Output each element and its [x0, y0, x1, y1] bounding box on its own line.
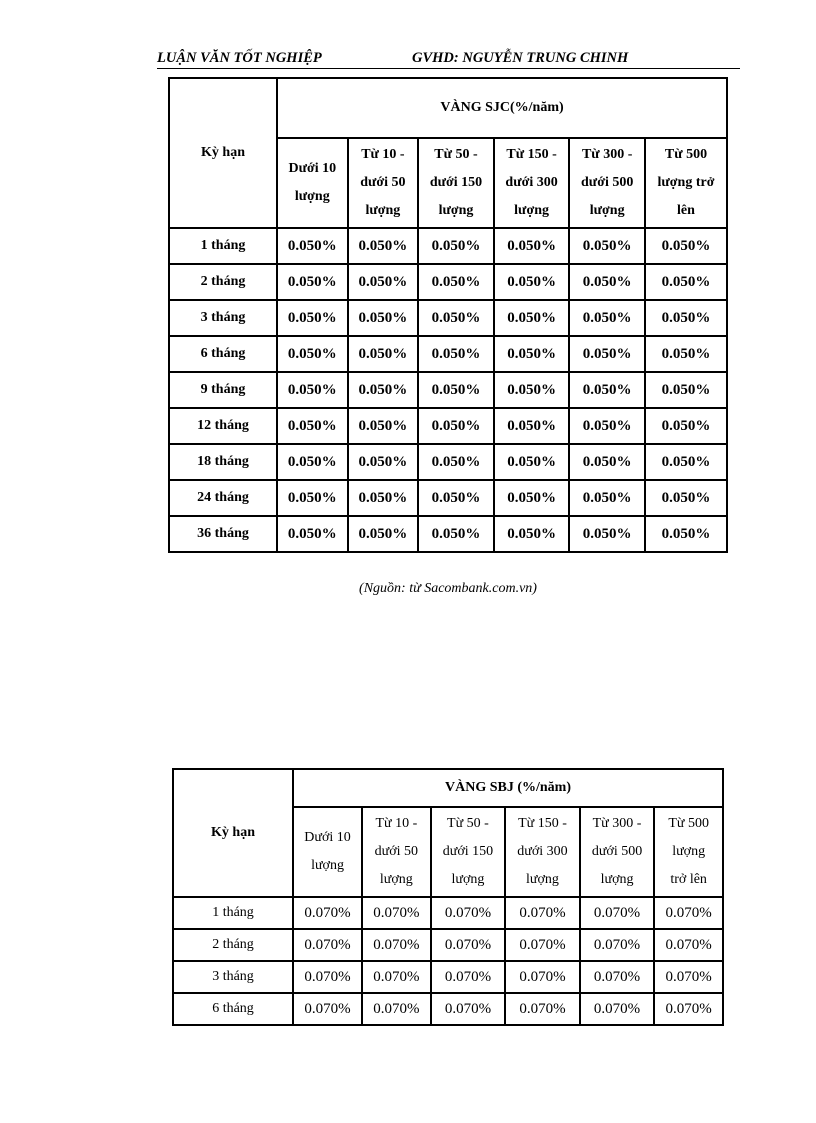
column-header — [348, 138, 419, 228]
column-header-line: Từ 300 - — [581, 147, 633, 162]
sbj-rate-table — [172, 768, 724, 1026]
rate-cell: 0.070% — [505, 897, 580, 929]
term-header: Kỳ hạn — [173, 769, 293, 897]
rate-cell: 0.050% — [645, 480, 727, 516]
rate-cell: 0.050% — [569, 264, 645, 300]
column-header-line: lượng — [311, 858, 344, 873]
rate-cell: 0.050% — [494, 444, 570, 480]
column-header — [580, 807, 655, 897]
column-header-line: trở lên — [670, 872, 707, 887]
rate-cell: 0.070% — [505, 993, 580, 1025]
rate-cell: 0.070% — [362, 929, 431, 961]
column-header — [505, 807, 580, 897]
table-row — [173, 961, 723, 993]
table-row — [169, 408, 727, 444]
term-cell: 9 tháng — [169, 372, 277, 408]
column-header-line: lượng — [294, 189, 330, 204]
rate-cell: 0.070% — [580, 961, 655, 993]
rate-cell: 0.050% — [645, 336, 727, 372]
rate-cell: 0.050% — [645, 444, 727, 480]
rate-cell: 0.050% — [418, 444, 494, 480]
rate-cell: 0.070% — [431, 993, 506, 1025]
rate-cell: 0.070% — [580, 929, 655, 961]
rate-cell: 0.050% — [277, 336, 348, 372]
column-header-line: dưới 150 — [429, 175, 483, 190]
rate-cell: 0.050% — [277, 228, 348, 264]
rate-cell: 0.050% — [418, 516, 494, 552]
rate-cell: 0.050% — [418, 480, 494, 516]
rate-cell: 0.050% — [348, 516, 419, 552]
rate-cell: 0.050% — [348, 372, 419, 408]
column-header-line: lượng — [589, 203, 625, 218]
column-header-line: dưới 300 — [517, 844, 568, 859]
term-cell: 18 tháng — [169, 444, 277, 480]
table-row — [169, 264, 727, 300]
column-header-line: Từ 300 - — [592, 816, 642, 831]
rate-cell: 0.050% — [277, 372, 348, 408]
rate-cell: 0.050% — [645, 516, 727, 552]
rate-cell: 0.050% — [645, 264, 727, 300]
column-header-line: Từ 10 - — [361, 147, 405, 162]
table-row — [173, 993, 723, 1025]
rate-cell: 0.050% — [569, 300, 645, 336]
column-header-line: dưới 150 — [442, 844, 494, 859]
thesis-label: LUẬN VĂN TỐT NGHIỆP — [157, 50, 322, 66]
term-cell: 2 tháng — [173, 929, 293, 961]
rate-cell: 0.050% — [418, 228, 494, 264]
table-row — [169, 336, 727, 372]
table-row — [169, 480, 727, 516]
column-header-line: dưới 500 — [581, 175, 634, 190]
column-header-line: lượng — [672, 844, 706, 859]
rate-cell: 0.070% — [293, 929, 362, 961]
rate-cell: 0.070% — [431, 897, 506, 929]
column-header — [569, 138, 645, 228]
rate-cell: 0.050% — [645, 372, 727, 408]
column-header-line: Từ 500 — [668, 816, 709, 831]
rate-cell: 0.050% — [569, 516, 645, 552]
column-header-line: Dưới 10 — [304, 830, 351, 845]
column-header-line: dưới 500 — [591, 844, 643, 859]
rate-cell: 0.050% — [645, 408, 727, 444]
rate-cell: 0.050% — [348, 300, 419, 336]
column-header-line: lượng — [451, 872, 485, 887]
rate-cell: 0.070% — [293, 897, 362, 929]
column-header — [494, 138, 570, 228]
column-header-line: lượng — [526, 872, 559, 887]
column-header-line: dưới 50 — [374, 844, 419, 859]
table-row — [173, 929, 723, 961]
term-cell: 12 tháng — [169, 408, 277, 444]
rate-cell: 0.070% — [654, 993, 723, 1025]
column-header — [418, 138, 494, 228]
column-header-line: Từ 50 - — [434, 147, 478, 162]
column-header-line: Từ 500 — [664, 147, 708, 162]
rate-cell: 0.070% — [431, 961, 506, 993]
column-header-line: lượng — [438, 203, 474, 218]
table-row — [169, 300, 727, 336]
term-cell: 24 tháng — [169, 480, 277, 516]
rate-cell: 0.070% — [505, 961, 580, 993]
table-title: VÀNG SBJ (%/năm) — [293, 769, 723, 807]
rate-cell: 0.050% — [569, 372, 645, 408]
rate-cell: 0.050% — [348, 408, 419, 444]
source-note: (Nguồn: từ Sacombank.com.vn) — [359, 581, 537, 596]
column-header — [431, 807, 506, 897]
table-row — [173, 897, 723, 929]
column-header — [277, 138, 348, 228]
rate-cell: 0.070% — [362, 897, 431, 929]
column-header-line: lượng — [600, 872, 634, 887]
rate-cell: 0.050% — [494, 516, 570, 552]
rate-cell: 0.050% — [494, 408, 570, 444]
rate-cell: 0.050% — [569, 228, 645, 264]
term-cell: 6 tháng — [169, 336, 277, 372]
rate-cell: 0.050% — [494, 336, 570, 372]
column-header-line: lượng — [365, 203, 401, 218]
rate-cell: 0.050% — [569, 408, 645, 444]
term-header: Kỳ hạn — [169, 78, 277, 228]
table-row — [169, 228, 727, 264]
column-header — [293, 807, 362, 897]
rate-cell: 0.050% — [494, 372, 570, 408]
advisor-label: GVHD: NGUYỄN TRUNG CHINH — [412, 50, 629, 66]
rate-cell: 0.050% — [569, 336, 645, 372]
rate-cell: 0.050% — [277, 516, 348, 552]
rate-cell: 0.050% — [645, 300, 727, 336]
column-header-line: Từ 150 - — [518, 816, 567, 831]
rate-cell: 0.070% — [654, 961, 723, 993]
rate-cell: 0.050% — [348, 336, 419, 372]
column-header — [654, 807, 723, 897]
column-header-line: Từ 150 - — [506, 147, 557, 162]
rate-cell: 0.050% — [569, 480, 645, 516]
rate-cell: 0.050% — [348, 480, 419, 516]
rate-cell: 0.050% — [494, 480, 570, 516]
column-header-line: dưới 50 — [360, 175, 406, 190]
rate-cell: 0.050% — [418, 264, 494, 300]
term-cell: 3 tháng — [173, 961, 293, 993]
rate-cell: 0.070% — [654, 929, 723, 961]
table-row — [169, 516, 727, 552]
rate-cell: 0.050% — [418, 336, 494, 372]
rate-cell: 0.050% — [277, 408, 348, 444]
table-title: VÀNG SJC(%/năm) — [277, 78, 727, 138]
term-cell: 2 tháng — [169, 264, 277, 300]
column-header — [362, 807, 431, 897]
rate-cell: 0.070% — [293, 961, 362, 993]
term-cell: 1 tháng — [169, 228, 277, 264]
table-row — [169, 372, 727, 408]
column-header — [645, 138, 727, 228]
term-cell: 1 tháng — [173, 897, 293, 929]
rate-cell: 0.050% — [494, 300, 570, 336]
rate-cell: 0.050% — [277, 444, 348, 480]
table-row — [169, 444, 727, 480]
sjc-rate-table — [168, 77, 728, 553]
column-header-line: lên — [677, 203, 695, 218]
rate-cell: 0.070% — [431, 929, 506, 961]
column-header-line: lượng trở — [657, 175, 715, 190]
rate-cell: 0.070% — [362, 993, 431, 1025]
term-cell: 3 tháng — [169, 300, 277, 336]
term-cell: 36 tháng — [169, 516, 277, 552]
rate-cell: 0.070% — [580, 897, 655, 929]
rate-cell: 0.050% — [277, 264, 348, 300]
rate-cell: 0.070% — [362, 961, 431, 993]
page-header — [157, 50, 740, 69]
rate-cell: 0.070% — [654, 897, 723, 929]
rate-cell: 0.070% — [505, 929, 580, 961]
term-cell: 6 tháng — [173, 993, 293, 1025]
column-header-line: Từ 50 - — [447, 816, 489, 831]
rate-cell: 0.050% — [277, 480, 348, 516]
rate-cell: 0.070% — [580, 993, 655, 1025]
column-header-line: dưới 300 — [505, 175, 558, 190]
column-header-line: Dưới 10 — [288, 161, 337, 176]
column-header-line: lượng — [514, 203, 549, 218]
rate-cell: 0.050% — [348, 264, 419, 300]
rate-cell: 0.050% — [418, 300, 494, 336]
column-header-line: Từ 10 - — [375, 816, 418, 831]
rate-cell: 0.050% — [348, 228, 419, 264]
rate-cell: 0.050% — [418, 372, 494, 408]
rate-cell: 0.050% — [348, 444, 419, 480]
column-header-line: lượng — [379, 872, 413, 887]
rate-cell: 0.050% — [418, 408, 494, 444]
rate-cell: 0.070% — [293, 993, 362, 1025]
rate-cell: 0.050% — [494, 264, 570, 300]
rate-cell: 0.050% — [569, 444, 645, 480]
rate-cell: 0.050% — [494, 228, 570, 264]
rate-cell: 0.050% — [277, 300, 348, 336]
rate-cell: 0.050% — [645, 228, 727, 264]
